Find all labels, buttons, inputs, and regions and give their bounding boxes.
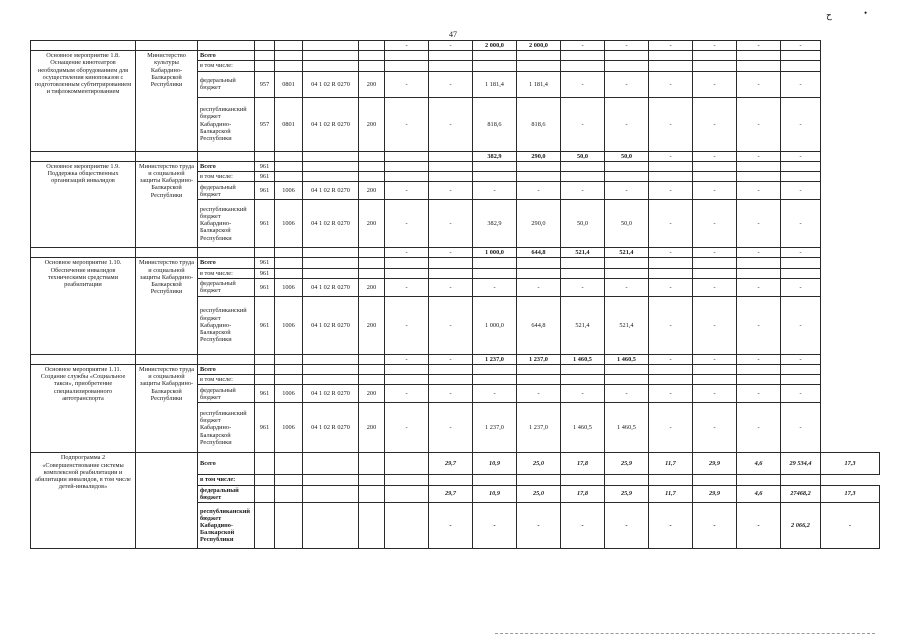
budget-table (30, 40, 880, 549)
corner-mark: ح (826, 10, 832, 20)
table-row: республиканский бюджет Кабардино-Балкарской Республики 961 1006 04 1 02 R 0270 200 - - 1 237,0 1 237,0 1 460,5 1 460,5 - - - - (31, 403, 880, 453)
corner-dot: • (864, 8, 868, 18)
executor: Министерство культуры Кабардино-Балкарской Республики (136, 51, 198, 151)
measure-title: Основное мероприятие 1.11. Создание службы «Социальное такси», приобретение специализированного автотранспорта (31, 365, 136, 453)
table-row: Основное мероприятие 1.8. Оснащение кинотеатров необходимым оборудованием для осуществления кинопоказов с подготовленным субтитрированием и тифлокомментированием Министерство культуры Кабардино-Балкарской Республики Всего (31, 51, 880, 61)
table-row: в том числе: 961 (31, 172, 880, 182)
scan-artifact (495, 633, 875, 637)
page-number: 47 (449, 30, 457, 39)
table-row: федеральный бюджет 961 1006 04 1 02 R 0270 200 - - - - - - - - - - (31, 385, 880, 403)
table-row: республиканский бюджет Кабардино-Балкарской Республики 961 1006 04 1 02 R 0270 200 - - 1 000,0 644,8 521,4 521,4 - - - - (31, 296, 880, 354)
measure-title: Основное мероприятие 1.10. Обеспечение инвалидов техническими средствами реабилитации (31, 258, 136, 354)
table-row: в том числе: (31, 61, 880, 71)
table-row: 382,9 290,0 50,0 50,0 - - - - (31, 151, 880, 161)
table-row: - - 1 237,0 1 237,0 1 460,5 1 460,5 - - - - (31, 354, 880, 364)
table-row: в том числе: (31, 475, 880, 485)
table-row: в том числе: 961 (31, 268, 880, 278)
table-row: федеральный бюджет 29,7 10,9 25,0 17,8 25,9 11,7 29,9 4,6 27468,2 17,3 (31, 485, 880, 502)
table-row: - - 2 000,0 2 000,0 - - - - - - (31, 41, 880, 51)
table-row: Основное мероприятие 1.9. Поддержка общественных организаций инвалидов Министерство труда и социальной защиты Кабардино-Балкарской Республики Всего 961 (31, 161, 880, 171)
table-row: Подпрограмма 2 «Совершенствование системы комплексной реабилитации и абилитации инвалидов, в том числе детей-инвалидов» Всего 29,7 10,9 25,0 17,8 25,9 11,7 29,9 4,6 29 534,4 17,3 (31, 453, 880, 475)
table-row: республиканский бюджет Кабардино-Балкарской Республики 957 0801 04 1 02 R 0270 200 - - 818,6 818,6 - - - - - - (31, 97, 880, 151)
table-row: республиканский бюджет Кабардино-Балкарской Республики 961 1006 04 1 02 R 0270 200 - - 382,9 290,0 50,0 50,0 - - - - (31, 200, 880, 248)
table-row: в том числе: (31, 375, 880, 385)
table-row: - - 1 000,0 644,8 521,4 521,4 - - - - (31, 248, 880, 258)
measure-title: Основное мероприятие 1.8. Оснащение кинотеатров необходимым оборудованием для осуществления кинопоказов с подготовленным субтитрированием и тифлокомментированием (31, 51, 136, 151)
table-row: федеральный бюджет 957 0801 04 1 02 R 0270 200 - - 1 181,4 1 181,4 - - - - - - (31, 71, 880, 97)
table-row: федеральный бюджет 961 1006 04 1 02 R 0270 200 - - - - - - - - - - (31, 182, 880, 200)
subprogram-title: Подпрограмма 2 «Совершенствование системы комплексной реабилитации и абилитации инвалидов, в том числе детей-инвалидов» (31, 453, 136, 549)
table-row: республиканский бюджет Кабардино-Балкарской Республики - - - - - - - - 2 066,2 - (31, 503, 880, 549)
table-row: федеральный бюджет 961 1006 04 1 02 R 0270 200 - - - - - - - - - - (31, 278, 880, 296)
table-row: Основное мероприятие 1.10. Обеспечение инвалидов техническими средствами реабилитации Министерство труда и социальной защиты Кабардино-Балкарской Республики Всего 961 (31, 258, 880, 268)
table-row: Основное мероприятие 1.11. Создание службы «Социальное такси», приобретение специализированного автотранспорта Министерство труда и социальной защиты Кабардино-Балкарской Республики Всего (31, 365, 880, 375)
executor: Министерство труда и социальной защиты Кабардино-Балкарской Республики (136, 258, 198, 354)
measure-title: Основное мероприятие 1.9. Поддержка общественных организаций инвалидов (31, 161, 136, 247)
executor: Министерство труда и социальной защиты Кабардино-Балкарской Республики (136, 161, 198, 247)
executor: Министерство труда и социальной защиты Кабардино-Балкарской Республики (136, 365, 198, 453)
